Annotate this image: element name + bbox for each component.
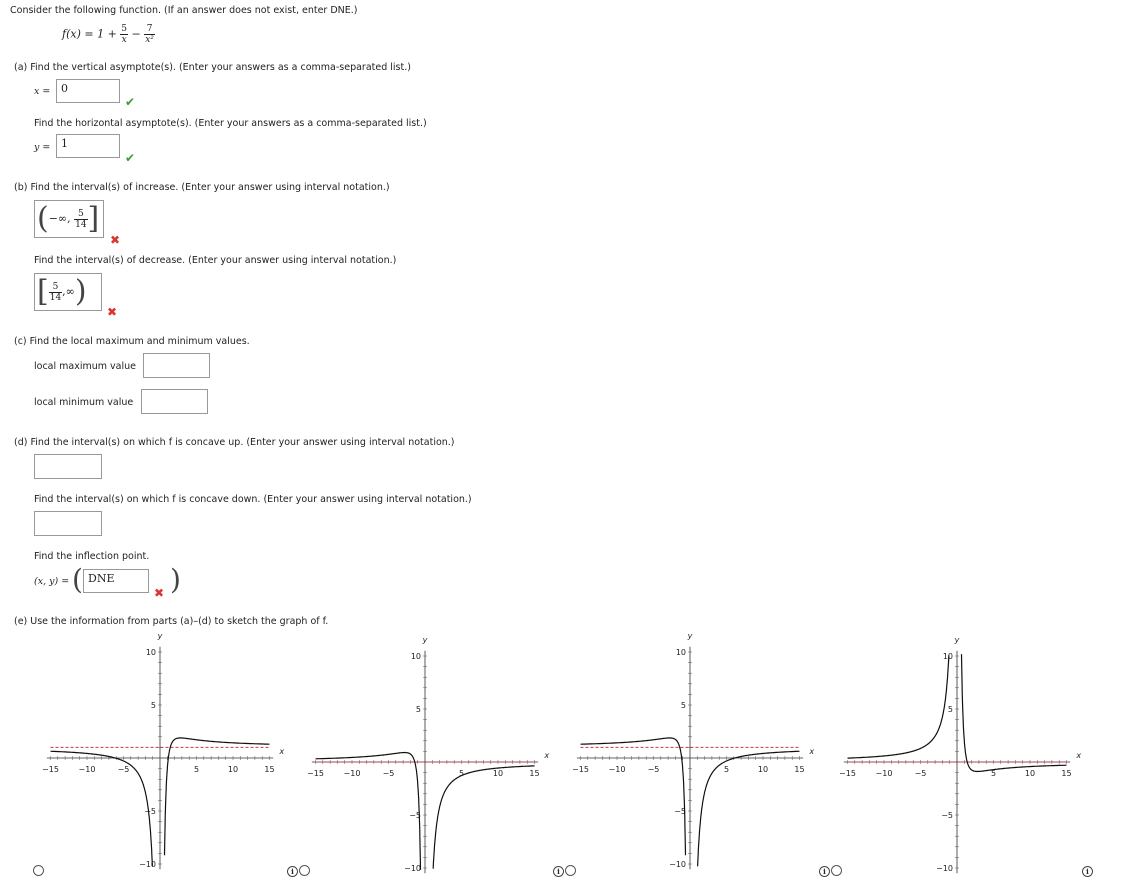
x-tick-label: 10: [1024, 769, 1036, 778]
y-tick-label: −5: [144, 807, 156, 816]
y-tick-label: 10: [675, 648, 686, 657]
graph-2-curve: [316, 753, 421, 870]
x-tick-label: 5: [990, 769, 997, 778]
x-tick-label: 15: [264, 765, 275, 774]
x-axis-label: x: [809, 747, 815, 756]
function-expression: f(x) = 1 + $\frac{5}{x}$ − $\frac{7}{\text{x²}}$: [62, 24, 154, 45]
y-tick-label: 5: [680, 701, 686, 710]
y-tick-label: 5: [947, 705, 953, 714]
paren-left: (: [72, 563, 83, 596]
x-tick-label: −15: [572, 765, 589, 774]
y-tick-label: −10: [669, 860, 686, 869]
graph-4-curve: [848, 655, 949, 758]
y-tick-label: −10: [404, 864, 421, 873]
paren-right: ): [170, 563, 181, 596]
x-tick-label: −15: [839, 769, 856, 778]
y-tick-label: −10: [139, 860, 156, 869]
x-tick-label: −15: [307, 769, 324, 778]
y-tick-label: −10: [936, 864, 953, 873]
info-icon[interactable]: i: [819, 866, 830, 877]
x-axis-label: x: [1076, 751, 1082, 760]
va-label: x =: [34, 86, 51, 97]
y-tick-label: 5: [150, 701, 156, 710]
x-tick-label: −5: [382, 769, 395, 778]
x-tick-label: 10: [757, 765, 769, 774]
x-tick-label: −5: [117, 765, 130, 774]
y-tick-label: 10: [410, 652, 421, 661]
graph-2-curve: [433, 766, 534, 869]
correct-check-icon: ✔: [125, 95, 136, 109]
part-d-prompt: (d) Find the interval(s) on which f is concave up. (Enter your answer using interval notation.): [14, 437, 455, 448]
graph-1-curve: [51, 751, 153, 866]
x-tick-label: −10: [608, 765, 626, 774]
ha-label: y =: [34, 142, 51, 153]
graph-3-curve: [698, 751, 800, 866]
x-tick-label: 10: [492, 769, 504, 778]
graph-3-curve: [581, 738, 686, 855]
part-b-prompt: (b) Find the interval(s) of increase. (Enter your answer using interval notation.): [14, 182, 390, 193]
y-tick-label: −5: [409, 811, 421, 820]
part-e-prompt: (e) Use the information from parts (a)–(d) to sketch the graph of f.: [14, 616, 329, 627]
ha-prompt: Find the horizontal asymptote(s). (Enter your answers as a comma-separated list.): [34, 118, 427, 129]
info-icon[interactable]: i: [287, 866, 298, 877]
x-axis-label: x: [279, 747, 285, 756]
decrease-prompt: Find the interval(s) of decrease. (Enter your answer using interval notation.): [34, 255, 397, 266]
horizontal-asymptote-input[interactable]: 1: [56, 134, 120, 158]
part-a-prompt: (a) Find the vertical asymptote(s). (Enter your answers as a comma-separated list.): [14, 62, 411, 73]
x-tick-label: 15: [529, 769, 540, 778]
x-tick-label: −5: [914, 769, 927, 778]
info-icon[interactable]: i: [1082, 866, 1093, 877]
y-tick-label: −5: [941, 811, 953, 820]
local-max-label: local maximum value: [34, 361, 136, 372]
x-tick-label: 15: [1061, 769, 1072, 778]
x-axis-label: x: [544, 751, 550, 760]
intro-text: Consider the following function. (If an answer does not exist, enter DNE.): [10, 5, 358, 16]
y-axis-label: y: [687, 631, 693, 641]
inflection-prompt: Find the inflection point.: [34, 551, 150, 562]
y-tick-label: 5: [415, 705, 421, 714]
inflection-point-input[interactable]: DNE: [83, 569, 149, 593]
correct-check-icon: ✔: [125, 151, 136, 165]
concave-down-prompt: Find the interval(s) on which f is concave down. (Enter your answer using interval notation.): [34, 494, 472, 505]
y-tick-label: 10: [145, 648, 156, 657]
incorrect-x-icon: ✖: [110, 233, 121, 247]
graph-1-curve: [165, 738, 270, 855]
y-axis-label: y: [157, 631, 163, 641]
local-min-label: local minimum value: [34, 397, 134, 408]
y-tick-label: −5: [674, 807, 686, 816]
x-tick-label: 5: [458, 769, 465, 778]
graph-4-curve: [962, 654, 1067, 771]
increase-interval-input[interactable]: (−∞, $\frac{5}{14}$ ]: [34, 200, 104, 238]
part-c-prompt: (c) Find the local maximum and minimum values.: [14, 336, 250, 347]
vertical-asymptote-input[interactable]: 0: [56, 79, 120, 103]
y-axis-label: y: [954, 635, 960, 645]
x-tick-label: 5: [193, 765, 200, 774]
incorrect-x-icon: ✖: [154, 586, 165, 600]
y-axis-label: y: [422, 635, 428, 645]
x-tick-label: 5: [723, 765, 730, 774]
incorrect-x-icon: ✖: [107, 305, 118, 319]
x-tick-label: −10: [78, 765, 96, 774]
x-tick-label: −10: [875, 769, 893, 778]
info-icon[interactable]: i: [553, 866, 564, 877]
x-tick-label: −10: [343, 769, 361, 778]
inflection-label: (x, y) =: [34, 576, 70, 587]
x-tick-label: −15: [42, 765, 59, 774]
x-tick-label: 10: [227, 765, 239, 774]
y-tick-label: 10: [942, 652, 953, 661]
x-tick-label: 15: [794, 765, 805, 774]
x-tick-label: −5: [647, 765, 660, 774]
decrease-interval-input[interactable]: [ $\frac{5}{14}$ ,∞): [34, 273, 102, 311]
